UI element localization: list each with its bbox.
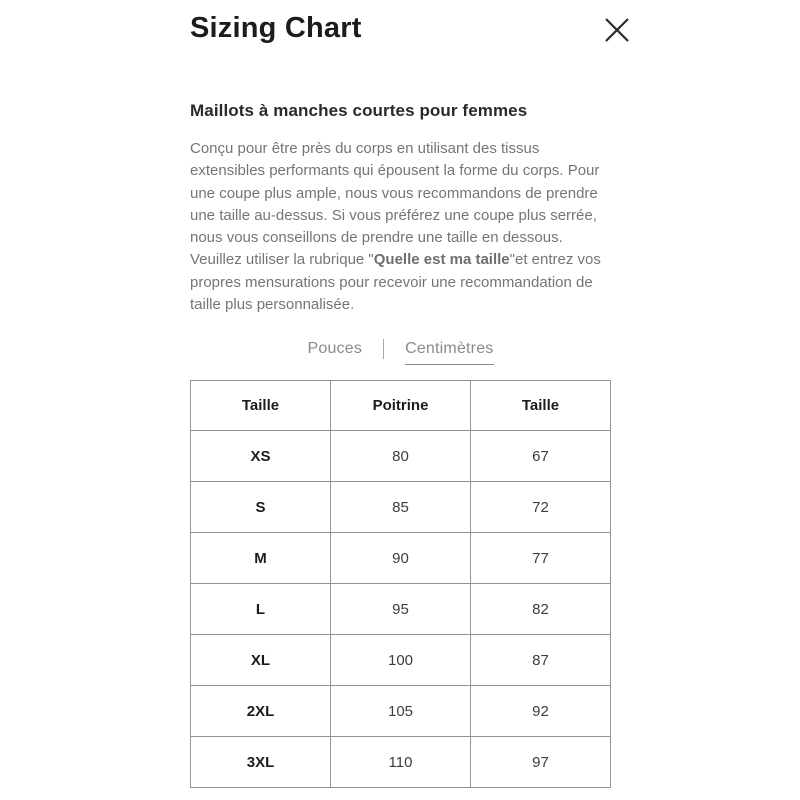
tab-centimetres[interactable]: Centimètres <box>405 340 493 365</box>
description-paragraph-2 <box>190 249 611 316</box>
cell-waist: 97 <box>471 737 611 788</box>
cell-waist: 87 <box>471 635 611 686</box>
cell-size: XL <box>191 635 331 686</box>
size-table <box>190 380 611 788</box>
cell-chest: 85 <box>331 482 471 533</box>
cell-waist: 72 <box>471 482 611 533</box>
close-button[interactable] <box>603 16 631 44</box>
close-icon <box>603 32 631 47</box>
tab-pouces[interactable]: Pouces <box>307 340 363 358</box>
tab-divider <box>383 339 384 359</box>
modal-header <box>190 12 611 45</box>
cell-chest: 100 <box>331 635 471 686</box>
cell-size: XS <box>191 431 331 482</box>
header-taille: Taille <box>191 381 331 431</box>
cell-chest: 90 <box>331 533 471 584</box>
header-taille-waist: Taille <box>471 381 611 431</box>
header-poitrine: Poitrine <box>331 381 471 431</box>
cell-chest: 95 <box>331 584 471 635</box>
cell-size: 3XL <box>191 737 331 788</box>
cell-chest: 110 <box>331 737 471 788</box>
unit-tabs <box>190 337 611 367</box>
description-p2-bold: Quelle est ma taille <box>373 251 510 269</box>
table-row <box>191 431 611 482</box>
table-row <box>191 584 611 635</box>
cell-chest: 80 <box>331 431 471 482</box>
description-paragraph-1: Conçu pour être près du corps en utilisant des tissus extensibles performants qui épousent la forme du corps. Pour une coupe plus ample, nous vous recommandons de prendre une taille au-dessus. Si vous préférez une coupe plus serrée, nous vous conseillons de prendre une taille en dessous. <box>190 140 600 247</box>
table-row <box>191 482 611 533</box>
table-row <box>191 686 611 737</box>
cell-size: S <box>191 482 331 533</box>
page-title: Sizing Chart <box>190 12 362 44</box>
cell-size: M <box>191 533 331 584</box>
product-category-subtitle: Maillots à manches courtes pour femmes <box>190 101 528 120</box>
cell-size: L <box>191 584 331 635</box>
table-header-row <box>191 381 611 431</box>
cell-chest: 105 <box>331 686 471 737</box>
cell-waist: 67 <box>471 431 611 482</box>
cell-waist: 92 <box>471 686 611 737</box>
description-p2-prefix: Veuillez utiliser la rubrique " <box>190 251 374 269</box>
cell-size: 2XL <box>191 686 331 737</box>
description-p2-suffix: "et entrez vos propres mensurations pour recevoir une recommandation de taille plus personnalisée. <box>190 251 601 314</box>
table-row <box>191 635 611 686</box>
cell-waist: 82 <box>471 584 611 635</box>
table-row <box>191 737 611 788</box>
table-row <box>191 533 611 584</box>
cell-waist: 77 <box>471 533 611 584</box>
sizing-description <box>190 138 611 316</box>
